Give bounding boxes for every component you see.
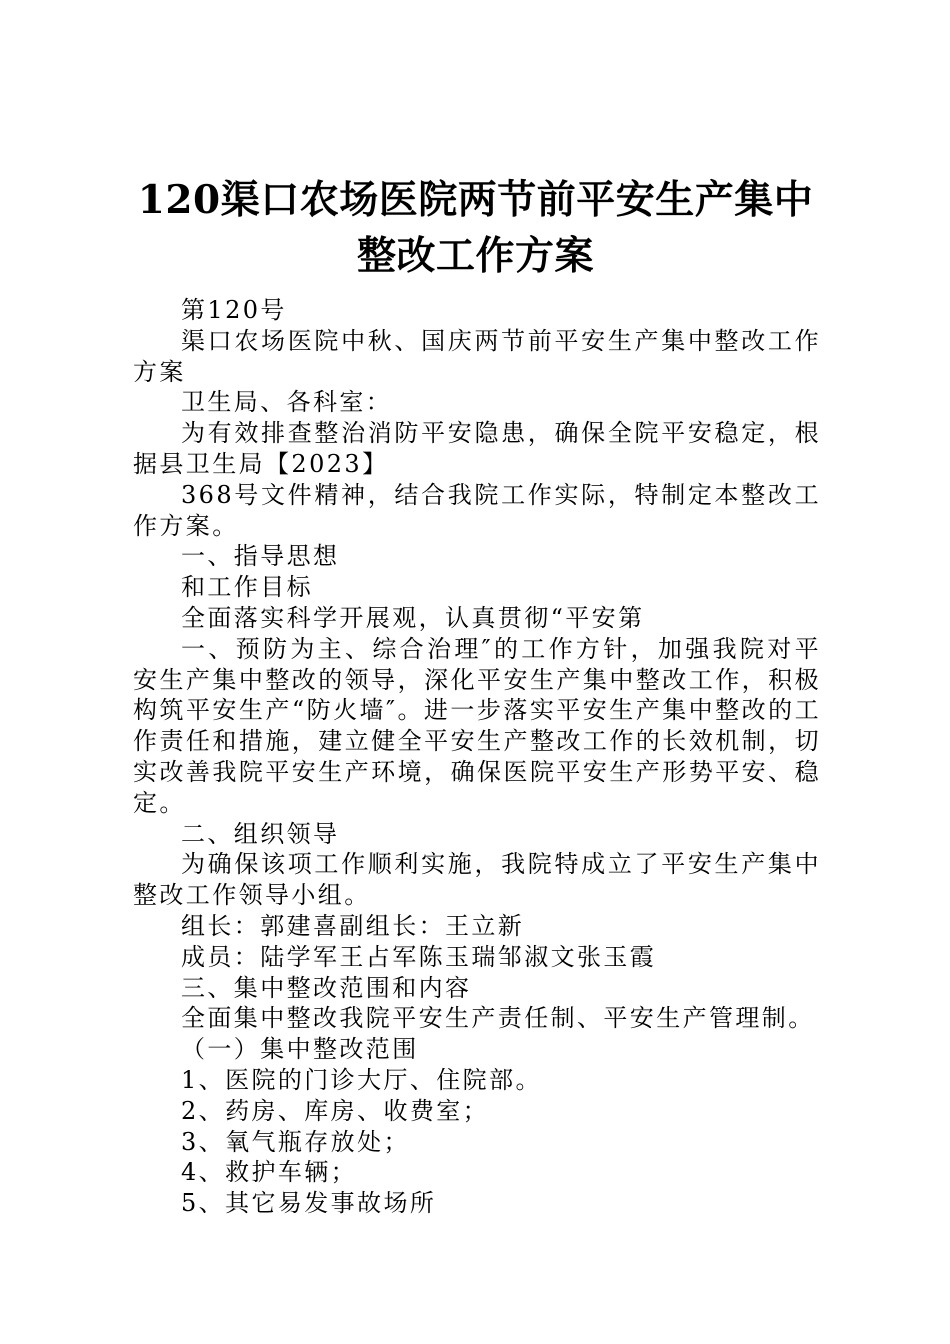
list-item: 4、救护车辆； bbox=[181, 1158, 358, 1187]
list-item: 2、药房、库房、收费室； bbox=[181, 1096, 490, 1125]
plan-name: 渠口农场医院中秋、国庆两节前平安生产集中整改工作方案 bbox=[133, 326, 821, 386]
section-heading: 三、集中整改范围和内容 bbox=[181, 973, 472, 1002]
subsection-heading: （一）集中整改范围 bbox=[181, 1035, 419, 1064]
paragraph: 一、预防为主、综合治理″的工作方针，加强我院对平安生产集中整改的领导，深化平安生产集中整改工作，积极构筑平安生产“防火墙″。进一步落实平安生产集中整改的工作责任和措施，建立健全平安生产整改工作的长效机制，切实改善我院平安生产环境，确保医院平安生产形势平安、稳定。 bbox=[133, 634, 821, 817]
section-heading: 和工作目标 bbox=[181, 573, 313, 602]
list-item: 5、其它易发事故场所 bbox=[181, 1189, 437, 1218]
document-body bbox=[133, 295, 821, 1219]
list-item: 1、医院的门诊大厅、住院部。 bbox=[181, 1065, 542, 1094]
paragraph: 368号文件精神，结合我院工作实际，特制定本整改工作方案。 bbox=[133, 480, 821, 540]
team-members: 成员：陆学军王占军陈玉瑞邹淑文张玉霞 bbox=[181, 942, 657, 971]
paragraph: 全面落实科学开展观，认真贯彻“平安第 bbox=[181, 603, 645, 632]
paragraph: 为有效排查整治消防平安隐患，确保全院平安稳定，根据县卫生局【2023】 bbox=[133, 419, 821, 478]
section-heading: 二、组织领导 bbox=[181, 819, 340, 848]
list-item: 3、氧气瓶存放处； bbox=[181, 1127, 410, 1156]
paragraph: 全面集中整改我院平安生产责任制、平安生产管理制。 bbox=[181, 1004, 815, 1033]
doc-number: 第120号 bbox=[181, 296, 287, 324]
document-title: 120渠口农场医院两节前平安生产集中整改工作方案 bbox=[137, 177, 814, 279]
recipients: 卫生局、各科室： bbox=[181, 388, 393, 417]
team-leaders: 组长：郭建喜副组长：王立新 bbox=[181, 911, 525, 940]
section-heading: 一、指导思想 bbox=[181, 542, 340, 571]
paragraph: 为确保该项工作顺利实施，我院特成立了平安生产集中整改工作领导小组。 bbox=[133, 850, 821, 910]
